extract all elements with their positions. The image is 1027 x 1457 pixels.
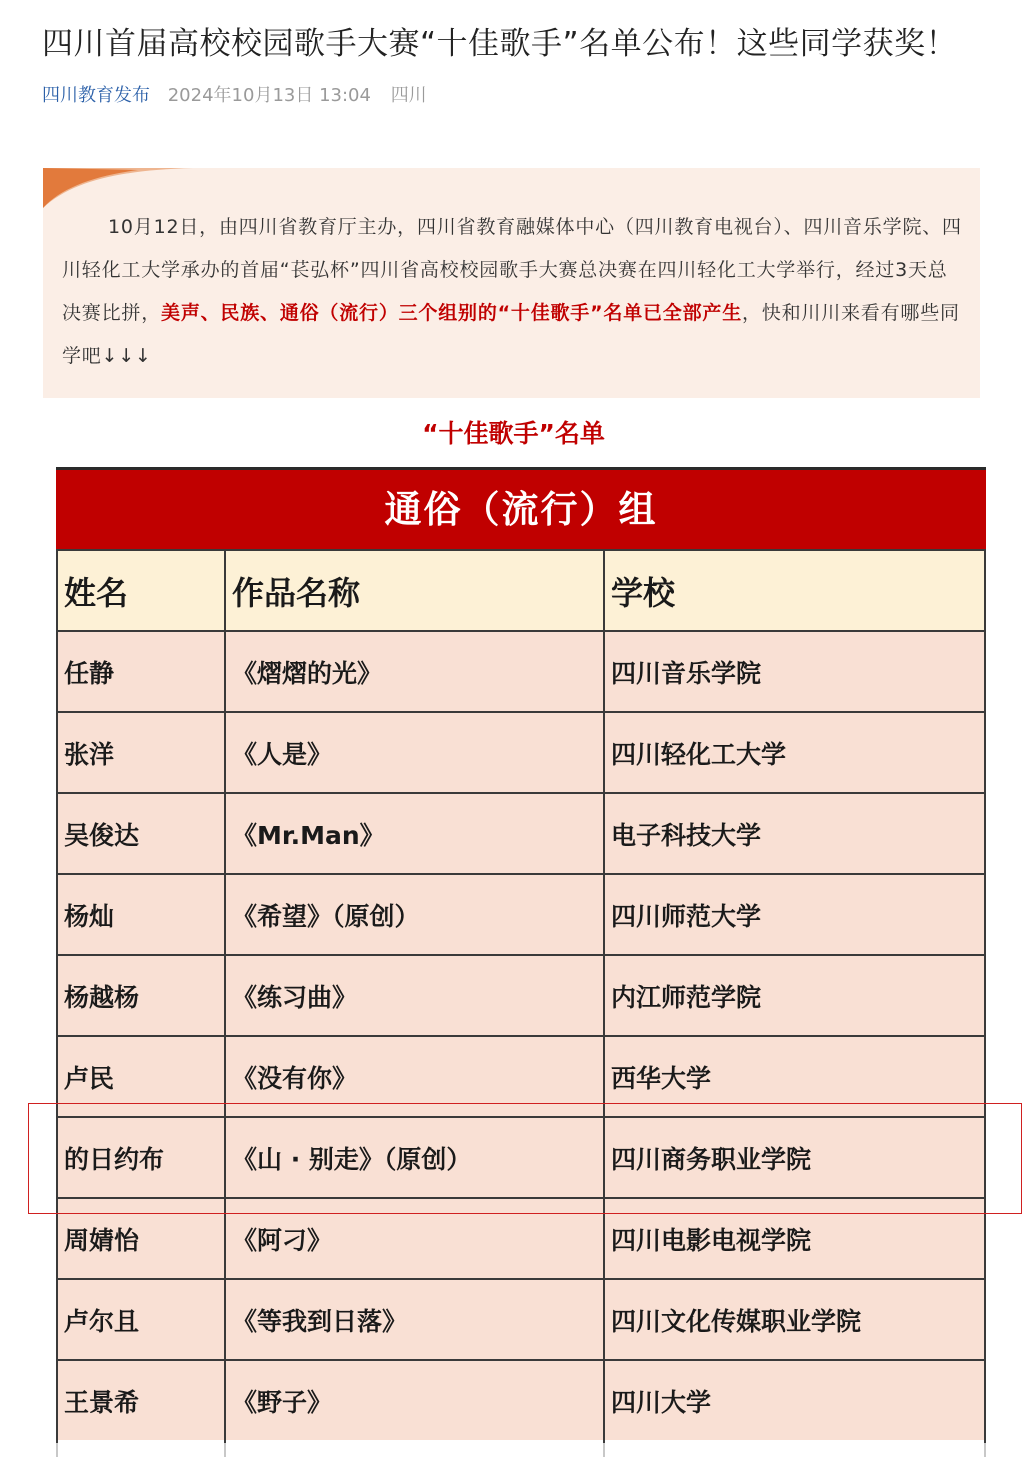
table-row (56, 1197, 986, 1278)
header-name: 姓名 (64, 573, 129, 612)
publish-location: 四川 (390, 85, 427, 106)
cell-name: 周婧怡 (64, 1225, 140, 1255)
cell-school: 西华大学 (611, 1063, 712, 1093)
cell-work: 《阿刁》 (232, 1225, 333, 1255)
table-row (56, 1116, 986, 1197)
cell-school: 电子科技大学 (611, 820, 762, 850)
cell-work: 《人是》 (232, 739, 333, 769)
cell-school: 四川音乐学院 (611, 658, 762, 688)
table-header-row (56, 549, 986, 630)
cell-name: 杨灿 (64, 901, 115, 931)
cell-work: 《等我到日落》 (232, 1306, 408, 1336)
table-row (56, 954, 986, 1035)
cell-work: 《希望》（原创） (232, 901, 420, 931)
table-border-left (56, 549, 58, 1443)
cell-work: 《练习曲》 (232, 982, 358, 1012)
header-school: 学校 (611, 573, 676, 612)
cell-school: 四川商务职业学院 (611, 1144, 812, 1174)
table-continuation (56, 1443, 58, 1457)
intro-paragraph (62, 206, 964, 378)
cell-name: 卢民 (64, 1063, 115, 1093)
article-meta (42, 82, 427, 110)
cell-school: 内江师范学院 (611, 982, 762, 1012)
list-title: “十佳歌手”名单 (422, 419, 605, 448)
cell-school: 四川轻化工大学 (611, 739, 787, 769)
table-continuation (603, 1443, 605, 1457)
cell-school: 四川电影电视学院 (611, 1225, 812, 1255)
intro-box (43, 168, 980, 398)
table-row (56, 1035, 986, 1116)
cell-name: 任静 (64, 658, 115, 688)
cell-name: 卢尔且 (64, 1306, 140, 1336)
group-header: 通俗（流行）组 (56, 470, 986, 549)
publish-time: 2024年10月13日 13:04 (167, 85, 371, 106)
cell-name: 的日约布 (64, 1144, 165, 1174)
table-row (56, 873, 986, 954)
cell-name: 张洋 (64, 739, 115, 769)
source-link[interactable]: 四川教育发布 (42, 85, 150, 106)
table-divider-2 (603, 549, 605, 1443)
cell-name: 杨越杨 (64, 982, 140, 1012)
cell-school: 四川大学 (611, 1387, 712, 1417)
intro-text-after: ，快和川川来看有哪些同学吧↓↓↓ (62, 302, 960, 367)
cell-work: 《没有你》 (232, 1063, 358, 1093)
table-row (56, 711, 986, 792)
cell-school: 四川师范大学 (611, 901, 762, 931)
intro-text-before: 10月12日，由四川省教育厅主办，四川省教育融媒体中心（四川教育电视台）、四川音乐学院、四川轻化工大学承办的首届“苌弘杯”四川省高校校园歌手大赛总决赛在四川轻化工大学举行，经过3天总决赛比拼， (62, 216, 962, 324)
header-work: 作品名称 (232, 573, 361, 612)
table-continuation (984, 1443, 986, 1457)
cell-work: 《山 · 别走》（原创） (232, 1144, 472, 1174)
table-row (56, 1278, 986, 1359)
corner-accent-decoration (43, 168, 193, 208)
cell-name: 吴俊达 (64, 820, 140, 850)
cell-school: 四川文化传媒职业学院 (611, 1306, 862, 1336)
table-row (56, 1359, 986, 1440)
cell-work: 《熠熠的光》 (232, 658, 383, 688)
table-divider-1 (224, 549, 226, 1443)
table-row (56, 630, 986, 711)
article-title: 四川首届高校校园歌手大赛“十佳歌手”名单公布！这些同学获奖！ (42, 26, 958, 62)
table-border-right (984, 549, 986, 1443)
cell-work: 《野子》 (232, 1387, 333, 1417)
table-continuation (224, 1443, 226, 1457)
cell-name: 王景希 (64, 1387, 140, 1417)
table-row (56, 792, 986, 873)
cell-work: 《Mr.Man》 (232, 820, 385, 850)
intro-highlight: 美声、民族、通俗（流行）三个组别的“十佳歌手”名单已全部产生 (161, 302, 742, 324)
